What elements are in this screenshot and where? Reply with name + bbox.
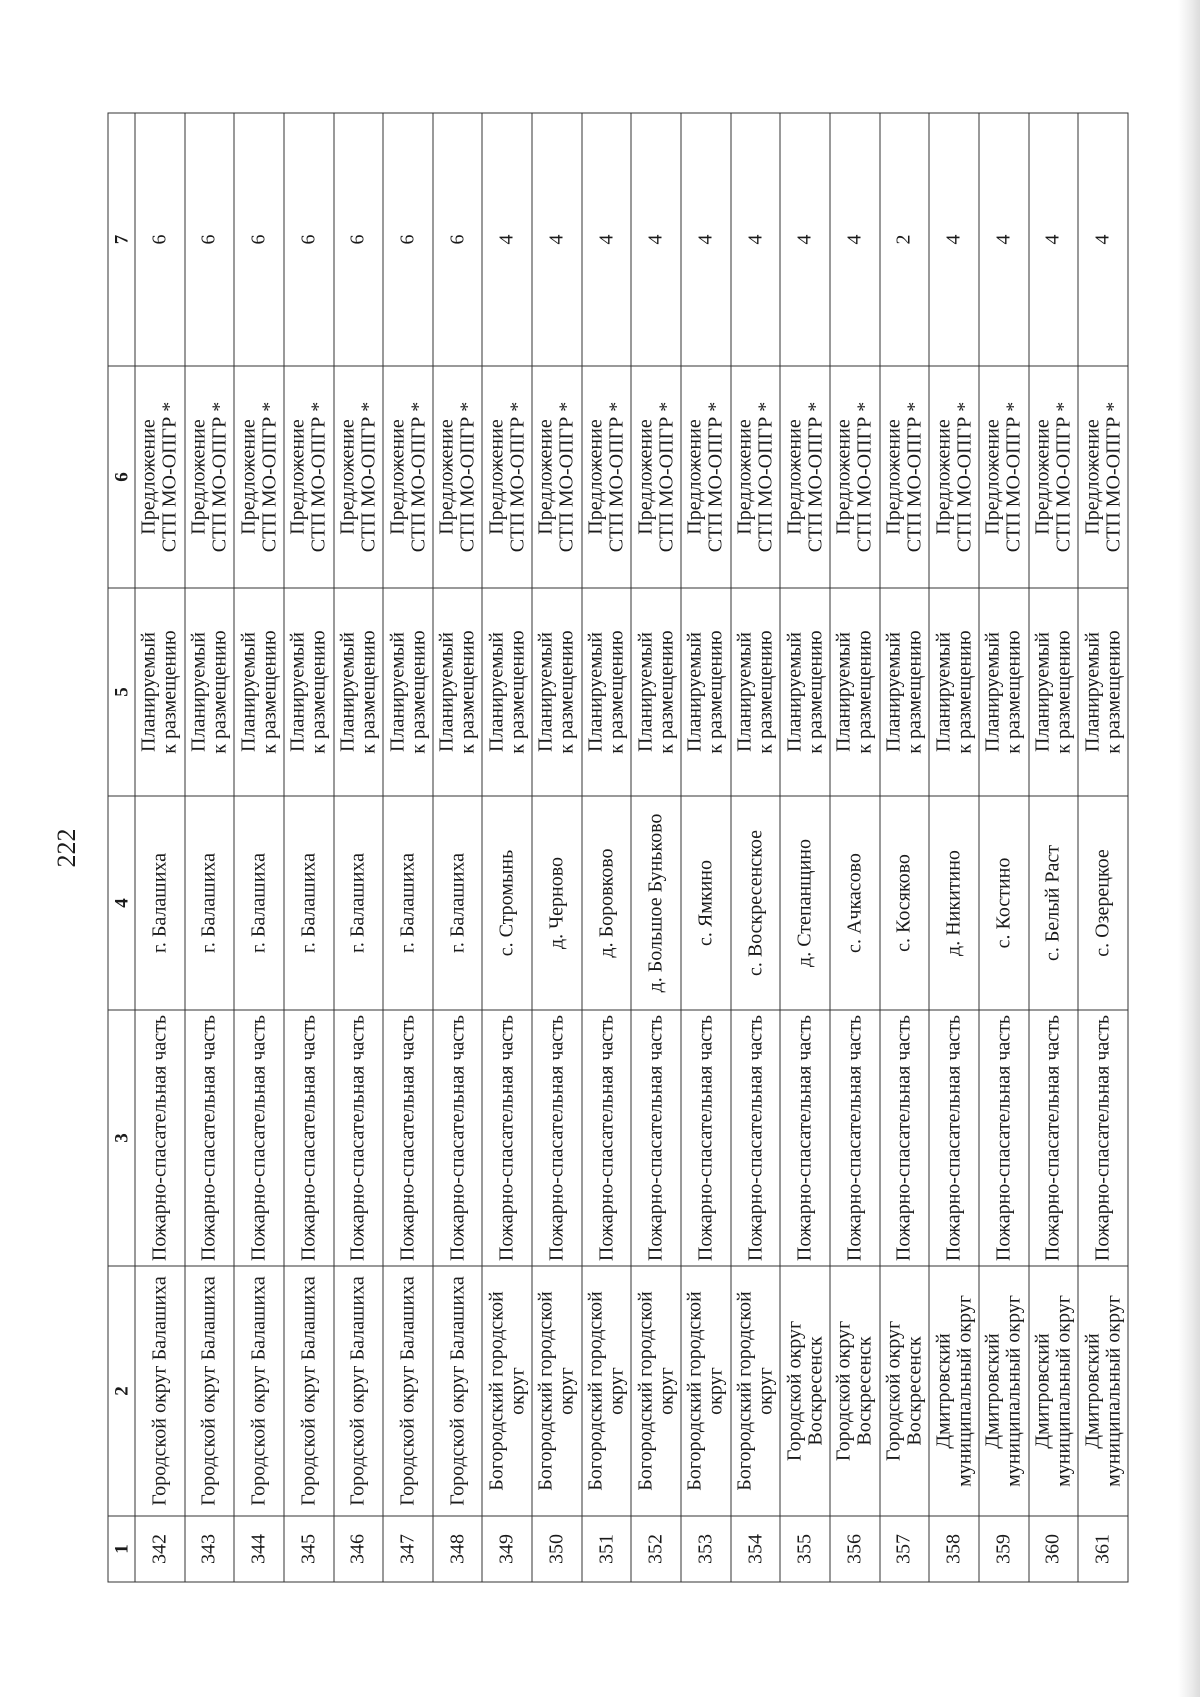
- cell-value: 4: [631, 113, 681, 366]
- cell-number: 360: [1028, 1516, 1078, 1582]
- cell-status-line: к размещению: [158, 629, 181, 754]
- cell-number: 358: [929, 1516, 979, 1582]
- column-header: 4: [108, 796, 135, 1010]
- cell-locality: с. Стромынь: [482, 796, 532, 1010]
- cell-number: 356: [829, 1516, 879, 1582]
- cell-source-line: Предложение: [1030, 418, 1053, 535]
- cell-status: [283, 588, 333, 796]
- cell-status-line: к размещению: [1101, 629, 1124, 754]
- table-row: [333, 113, 383, 1582]
- cell-number: 347: [383, 1516, 433, 1582]
- cell-source-line: СТП МО-ОПГР *: [456, 401, 479, 552]
- cell-source-line: СТП МО-ОПГР *: [555, 401, 578, 552]
- cell-source-line: СТП МО-ОПГР *: [654, 401, 677, 552]
- cell-value: 6: [383, 113, 433, 366]
- cell-object-type: Пожарно-спасательная часть: [631, 1010, 681, 1266]
- cell-number: 355: [780, 1516, 830, 1582]
- cell-status-line: к размещению: [902, 629, 925, 754]
- cell-status: [730, 588, 780, 796]
- cell-source-line: Предложение: [832, 418, 855, 535]
- table-row: [730, 113, 780, 1582]
- cell-status-line: к размещению: [605, 629, 628, 754]
- cell-object-type: Пожарно-спасательная часть: [1028, 1010, 1078, 1266]
- cell-locality: г. Балашиха: [333, 796, 383, 1010]
- cell-value: 4: [581, 113, 631, 366]
- cell-source-line: Предложение: [931, 418, 954, 535]
- table-row: [681, 113, 731, 1582]
- cell-number: 345: [283, 1516, 333, 1582]
- cell-district: Богородский городской округ: [681, 1266, 731, 1516]
- cell-district: Городской округ Воскресенск: [879, 1266, 929, 1516]
- cell-status-line: к размещению: [952, 629, 975, 754]
- cell-district: Богородский городской округ: [730, 1266, 780, 1516]
- cell-value: 4: [829, 113, 879, 366]
- cell-source: [532, 366, 582, 588]
- cell-source-line: СТП МО-ОПГР *: [952, 401, 975, 552]
- table-row: [1028, 113, 1078, 1582]
- cell-status: [184, 588, 234, 796]
- cell-source-line: Предложение: [435, 418, 458, 535]
- cell-object-type: Пожарно-спасательная часть: [780, 1010, 830, 1266]
- cell-source: [184, 366, 234, 588]
- cell-status: [333, 588, 383, 796]
- cell-number: 346: [333, 1516, 383, 1582]
- cell-source-line: Предложение: [385, 418, 408, 535]
- cell-source: [432, 366, 482, 588]
- cell-object-type: Пожарно-спасательная часть: [681, 1010, 731, 1266]
- cell-value: 4: [532, 113, 582, 366]
- cell-status: [929, 588, 979, 796]
- table-row: [234, 113, 284, 1582]
- cell-source-line: СТП МО-ОПГР *: [307, 401, 330, 552]
- cell-status-line: к размещению: [754, 629, 776, 754]
- cell-locality: д. Никитино: [929, 796, 979, 1010]
- cell-status-line: Планируемый: [186, 631, 209, 752]
- cell-status: [1028, 588, 1078, 796]
- cell-source-line: Предложение: [683, 418, 706, 535]
- cell-source: [283, 366, 333, 588]
- cell-district: Городской округ Балашиха: [184, 1266, 234, 1516]
- cell-status-line: Планируемый: [1080, 631, 1103, 752]
- cell-district: Дмитровский муниципальный округ: [1078, 1266, 1128, 1516]
- cell-locality: г. Балашиха: [283, 796, 333, 1010]
- cell-object-type: Пожарно-спасательная часть: [283, 1010, 333, 1266]
- cell-number: 352: [631, 1516, 681, 1582]
- cell-status-line: к размещению: [406, 629, 429, 754]
- cell-source-line: СТП МО-ОПГР *: [207, 401, 230, 552]
- table-row: [780, 113, 830, 1582]
- cell-value: 4: [681, 113, 731, 366]
- cell-number: 348: [432, 1516, 482, 1582]
- cell-status-line: Планируемый: [236, 631, 259, 752]
- cell-object-type: Пожарно-спасательная часть: [135, 1010, 185, 1266]
- table-row: [532, 113, 582, 1582]
- table-body: [135, 113, 1128, 1582]
- cell-source: [333, 366, 383, 588]
- cell-number: 361: [1078, 1516, 1128, 1582]
- cell-source: [1078, 366, 1128, 588]
- cell-status-line: к размещению: [803, 629, 826, 754]
- cell-status-line: Планируемый: [633, 631, 656, 752]
- cell-locality: д. Большое Буньково: [631, 796, 681, 1010]
- objects-table: [107, 112, 1128, 1582]
- table-row: [929, 113, 979, 1582]
- cell-source-line: СТП МО-ОПГР *: [257, 401, 280, 552]
- cell-locality: г. Балашиха: [383, 796, 433, 1010]
- cell-status-line: к размещению: [555, 629, 578, 754]
- cell-district: Дмитровский муниципальный округ: [978, 1266, 1028, 1516]
- cell-status-line: Планируемый: [137, 631, 160, 752]
- cell-district: Городской округ Балашиха: [383, 1266, 433, 1516]
- cell-locality: д. Черново: [532, 796, 582, 1010]
- cell-locality: г. Балашиха: [234, 796, 284, 1010]
- cell-status-line: к размещению: [853, 629, 876, 754]
- cell-value: 6: [432, 113, 482, 366]
- cell-number: 353: [681, 1516, 731, 1582]
- cell-locality: г. Балашиха: [432, 796, 482, 1010]
- cell-status-line: к размещению: [1002, 629, 1025, 754]
- cell-value: 4: [1028, 113, 1078, 366]
- table-row: [829, 113, 879, 1582]
- table-row: [482, 113, 532, 1582]
- table-row: [1078, 113, 1128, 1582]
- cell-district: Городской округ Воскресенск: [780, 1266, 830, 1516]
- column-header: 7: [108, 113, 135, 366]
- table-row: [581, 113, 631, 1582]
- table-row: [978, 113, 1028, 1582]
- cell-status-line: Планируемый: [832, 631, 855, 752]
- cell-source-line: Предложение: [137, 418, 160, 535]
- cell-source-line: Предложение: [1080, 418, 1103, 535]
- cell-value: 4: [929, 113, 979, 366]
- cell-source-line: Предложение: [633, 418, 656, 535]
- cell-object-type: Пожарно-спасательная часть: [978, 1010, 1028, 1266]
- cell-status-line: Планируемый: [1030, 631, 1053, 752]
- cell-source-line: Предложение: [881, 418, 904, 535]
- cell-source: [681, 366, 731, 588]
- cell-number: 354: [730, 1516, 780, 1582]
- cell-source-line: СТП МО-ОПГР *: [853, 401, 876, 552]
- cell-source-line: СТП МО-ОПГР *: [1101, 401, 1124, 552]
- cell-source: [482, 366, 532, 588]
- cell-object-type: Пожарно-спасательная часть: [333, 1010, 383, 1266]
- cell-object-type: Пожарно-спасательная часть: [730, 1010, 780, 1266]
- cell-value: 4: [978, 113, 1028, 366]
- cell-locality: с. Белый Раст: [1028, 796, 1078, 1010]
- cell-source-line: СТП МО-ОПГР *: [1002, 401, 1025, 552]
- cell-number: 351: [581, 1516, 631, 1582]
- cell-locality: д. Степанщино: [780, 796, 830, 1010]
- cell-status-line: к размещению: [654, 629, 677, 754]
- cell-source: [234, 366, 284, 588]
- table-row: [879, 113, 929, 1582]
- rotated-table-frame: [107, 113, 1128, 1582]
- table-row: [184, 113, 234, 1582]
- cell-locality: д. Боровково: [581, 796, 631, 1010]
- cell-status-line: к размещению: [704, 629, 727, 754]
- cell-status: [581, 588, 631, 796]
- page-number: 222: [52, 828, 81, 868]
- cell-district: Городской округ Балашиха: [135, 1266, 185, 1516]
- cell-status-line: к размещению: [1051, 629, 1074, 754]
- cell-district: Городской округ Балашиха: [283, 1266, 333, 1516]
- cell-source-line: СТП МО-ОПГР *: [158, 401, 181, 552]
- cell-district: Городской округ Балашиха: [333, 1266, 383, 1516]
- cell-status-line: Планируемый: [484, 631, 507, 752]
- cell-value: 2: [879, 113, 929, 366]
- cell-source-line: СТП МО-ОПГР *: [605, 401, 628, 552]
- cell-source: [135, 366, 185, 588]
- cell-status-line: Планируемый: [733, 631, 755, 752]
- cell-value: 6: [135, 113, 185, 366]
- cell-number: 344: [234, 1516, 284, 1582]
- cell-locality: с. Озерецкое: [1078, 796, 1128, 1010]
- table-header-row: [108, 113, 135, 1582]
- cell-source-line: Предложение: [286, 418, 309, 535]
- cell-source-line: СТП МО-ОПГР *: [902, 401, 925, 552]
- cell-status: [135, 588, 185, 796]
- cell-status: [482, 588, 532, 796]
- cell-source-line: Предложение: [335, 418, 358, 535]
- cell-source-line: Предложение: [584, 418, 607, 535]
- cell-source-line: Предложение: [534, 418, 557, 535]
- cell-status: [1078, 588, 1128, 796]
- cell-status-line: Планируемый: [782, 631, 805, 752]
- cell-district: Богородский городской округ: [532, 1266, 582, 1516]
- column-header: 3: [108, 1010, 135, 1266]
- cell-source-line: СТП МО-ОПГР *: [754, 401, 776, 552]
- cell-status-line: Планируемый: [683, 631, 706, 752]
- cell-source-line: Предложение: [236, 418, 259, 535]
- cell-district: Городской округ Воскресенск: [829, 1266, 879, 1516]
- cell-value: 4: [482, 113, 532, 366]
- cell-status-line: к размещению: [456, 629, 479, 754]
- cell-district: Богородский городской округ: [482, 1266, 532, 1516]
- cell-status: [532, 588, 582, 796]
- cell-district: Городской округ Балашиха: [432, 1266, 482, 1516]
- cell-status-line: Планируемый: [286, 631, 309, 752]
- column-header: 1: [108, 1516, 135, 1582]
- cell-source-line: СТП МО-ОПГР *: [1051, 401, 1074, 552]
- cell-status-line: к размещению: [356, 629, 379, 754]
- cell-status-line: к размещению: [257, 629, 280, 754]
- cell-object-type: Пожарно-спасательная часть: [929, 1010, 979, 1266]
- cell-locality: г. Балашиха: [184, 796, 234, 1010]
- cell-district: Дмитровский муниципальный округ: [929, 1266, 979, 1516]
- cell-status: [234, 588, 284, 796]
- cell-status: [432, 588, 482, 796]
- table-row: [631, 113, 681, 1582]
- column-header: 6: [108, 366, 135, 588]
- cell-source: [730, 366, 780, 588]
- cell-source-line: Предложение: [484, 418, 507, 535]
- cell-locality: с. Ачкасово: [829, 796, 879, 1010]
- cell-object-type: Пожарно-спасательная часть: [532, 1010, 582, 1266]
- cell-value: 4: [730, 113, 780, 366]
- cell-source: [829, 366, 879, 588]
- cell-source-line: СТП МО-ОПГР *: [704, 401, 727, 552]
- cell-value: 6: [234, 113, 284, 366]
- cell-object-type: Пожарно-спасательная часть: [482, 1010, 532, 1266]
- cell-status-line: Планируемый: [881, 631, 904, 752]
- cell-locality: с. Воскресенское: [730, 796, 780, 1010]
- scan-edge-shadow: [1178, 0, 1200, 1697]
- cell-source: [929, 366, 979, 588]
- cell-source-line: СТП МО-ОПГР *: [406, 401, 429, 552]
- cell-status: [383, 588, 433, 796]
- cell-source-line: Предложение: [981, 418, 1004, 535]
- table-row: [135, 113, 185, 1582]
- cell-status-line: к размещению: [505, 629, 528, 754]
- cell-locality: с. Ямкино: [681, 796, 731, 1010]
- cell-status: [631, 588, 681, 796]
- cell-source-line: Предложение: [733, 418, 755, 535]
- cell-source-line: СТП МО-ОПГР *: [505, 401, 528, 552]
- table-row: [383, 113, 433, 1582]
- cell-district: Богородский городской округ: [581, 1266, 631, 1516]
- cell-status: [879, 588, 929, 796]
- cell-source-line: СТП МО-ОПГР *: [356, 401, 379, 552]
- cell-number: 359: [978, 1516, 1028, 1582]
- cell-value: 4: [1078, 113, 1128, 366]
- cell-number: 343: [184, 1516, 234, 1582]
- cell-number: 350: [532, 1516, 582, 1582]
- cell-number: 349: [482, 1516, 532, 1582]
- cell-district: Богородский городской округ: [631, 1266, 681, 1516]
- cell-locality: с. Косяково: [879, 796, 929, 1010]
- cell-source: [879, 366, 929, 588]
- cell-status-line: к размещению: [307, 629, 330, 754]
- cell-locality: г. Балашиха: [135, 796, 185, 1010]
- cell-object-type: Пожарно-спасательная часть: [1078, 1010, 1128, 1266]
- cell-status: [780, 588, 830, 796]
- cell-source: [978, 366, 1028, 588]
- cell-status-line: Планируемый: [335, 631, 358, 752]
- cell-source: [780, 366, 830, 588]
- cell-number: 342: [135, 1516, 185, 1582]
- cell-source-line: Предложение: [782, 418, 805, 535]
- cell-source: [383, 366, 433, 588]
- cell-district: Городской округ Балашиха: [234, 1266, 284, 1516]
- cell-object-type: Пожарно-спасательная часть: [829, 1010, 879, 1266]
- cell-number: 357: [879, 1516, 929, 1582]
- cell-object-type: Пожарно-спасательная часть: [383, 1010, 433, 1266]
- cell-value: 4: [780, 113, 830, 366]
- cell-status-line: к размещению: [207, 629, 230, 754]
- cell-object-type: Пожарно-спасательная часть: [432, 1010, 482, 1266]
- cell-status-line: Планируемый: [435, 631, 458, 752]
- cell-status-line: Планируемый: [385, 631, 408, 752]
- cell-status-line: Планируемый: [981, 631, 1004, 752]
- cell-source: [1028, 366, 1078, 588]
- cell-status: [978, 588, 1028, 796]
- cell-object-type: Пожарно-спасательная часть: [234, 1010, 284, 1266]
- cell-object-type: Пожарно-спасательная часть: [184, 1010, 234, 1266]
- cell-source: [631, 366, 681, 588]
- cell-value: 6: [184, 113, 234, 366]
- cell-locality: с. Костино: [978, 796, 1028, 1010]
- cell-object-type: Пожарно-спасательная часть: [879, 1010, 929, 1266]
- cell-district: Дмитровский муниципальный округ: [1028, 1266, 1078, 1516]
- column-header: 2: [108, 1266, 135, 1516]
- cell-source-line: СТП МО-ОПГР *: [803, 401, 826, 552]
- table-row: [283, 113, 333, 1582]
- cell-object-type: Пожарно-спасательная часть: [581, 1010, 631, 1266]
- cell-status-line: Планируемый: [534, 631, 557, 752]
- cell-source: [581, 366, 631, 588]
- cell-status-line: Планируемый: [584, 631, 607, 752]
- cell-value: 6: [333, 113, 383, 366]
- table-row: [432, 113, 482, 1582]
- cell-status-line: Планируемый: [931, 631, 954, 752]
- table-container: [107, 113, 1128, 1582]
- column-header: 5: [108, 588, 135, 796]
- cell-value: 6: [283, 113, 333, 366]
- cell-source-line: Предложение: [186, 418, 209, 535]
- cell-status: [829, 588, 879, 796]
- cell-status: [681, 588, 731, 796]
